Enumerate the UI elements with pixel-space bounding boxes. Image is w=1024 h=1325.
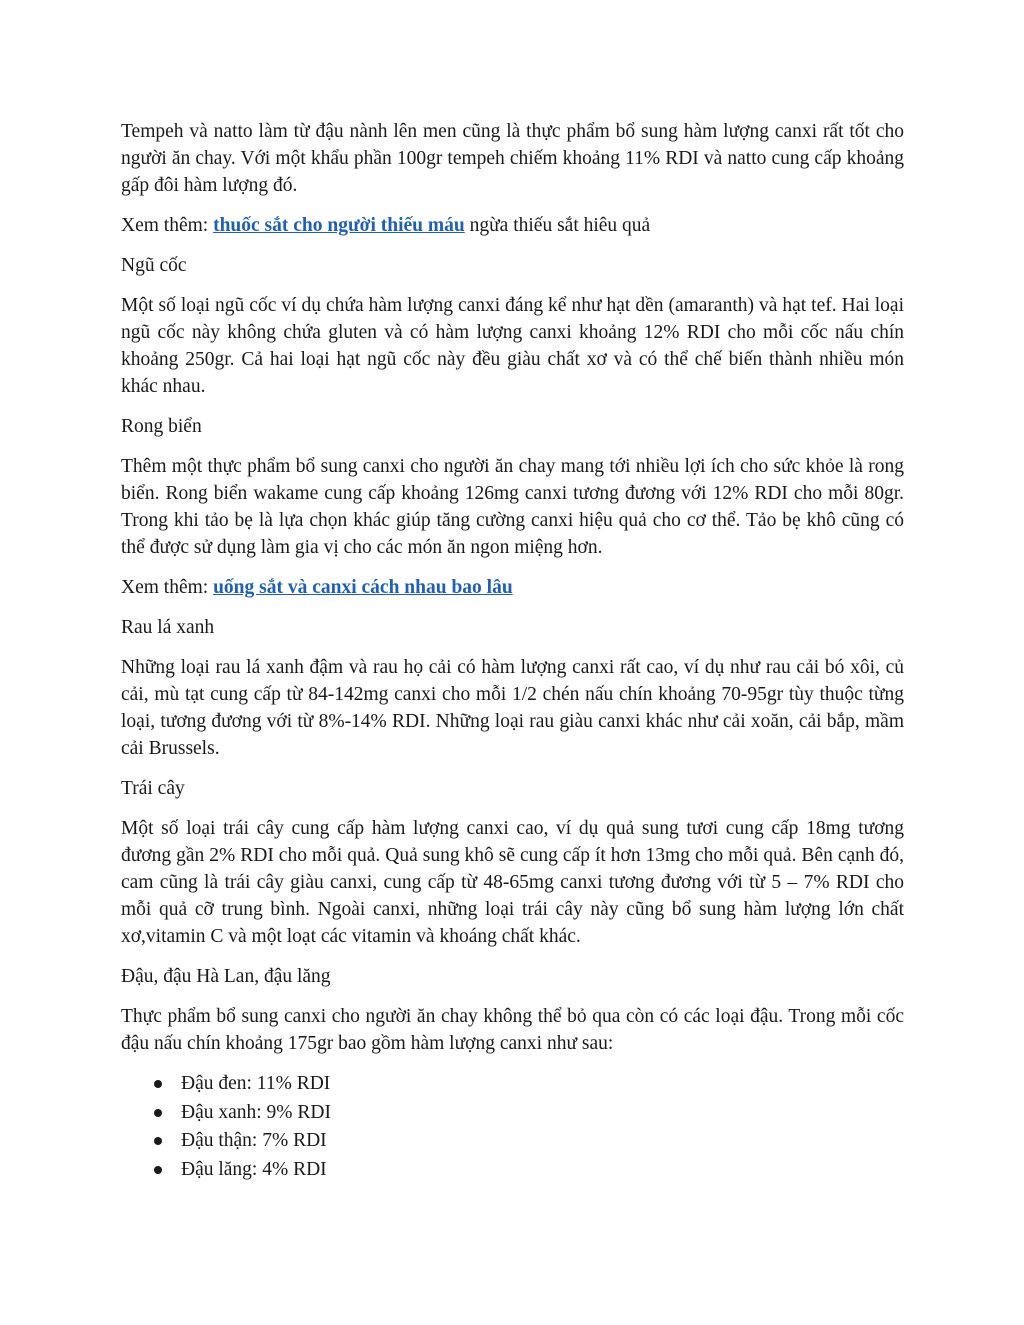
- bullet-icon: [154, 1080, 162, 1088]
- paragraph-seaweed: Thêm một thực phẩm bổ sung canxi cho người ăn chay mang tới nhiều lợi ích cho sức khỏe là rong biển. Rong biển wakame cung cấp khoảng 126mg canxi tương đương với 12% RDI cho mỗi 80gr. Trong khi tảo bẹ là lựa chọn khác giúp tăng cường canxi hiệu quả cho cơ thể. Tảo bẹ khô cũng có thể được sử dụng làm gia vị cho các món ăn ngon miệng hơn.: [121, 456, 904, 558]
- bullet-icon: [154, 1166, 162, 1174]
- bean-calcium-list: [121, 1070, 904, 1184]
- bullet-icon: [154, 1137, 162, 1145]
- see-also-1: [121, 212, 904, 239]
- list-item: [121, 1099, 904, 1128]
- heading-fruit: Trái cây: [121, 778, 185, 799]
- list-item: [121, 1127, 904, 1156]
- heading-beans: Đậu, đậu Hà Lan, đậu lăng: [121, 966, 331, 987]
- heading-seaweed: Rong biển: [121, 416, 202, 437]
- list-item-text: Đậu đen: 11% RDI: [181, 1073, 331, 1094]
- paragraph-greens: Những loại rau lá xanh đậm và rau họ cải có hàm lượng canxi rất cao, ví dụ như rau cải bó xôi, củ cải, mù tạt cung cấp từ 84-142mg canxi cho mỗi 1/2 chén nấu chín khoảng 70-95gr tùy thuộc từng loại, tương đương với từ 8%-14% RDI. Những loại rau giàu canxi khác như cải xoăn, cải bắp, mầm cải Brussels.: [121, 657, 904, 759]
- see-also-2: [121, 574, 904, 601]
- bullet-icon: [154, 1109, 162, 1117]
- paragraph-tempeh: Tempeh và natto làm từ đậu nành lên men cũng là thực phẩm bổ sung hàm lượng canxi rất tốt cho người ăn chay. Với một khẩu phần 100gr tempeh chiếm khoảng 11% RDI và natto cung cấp khoảng gấp đôi hàm lượng đó.: [121, 121, 904, 196]
- see-also-prefix: Xem thêm:: [121, 577, 214, 598]
- paragraph-grains: Một số loại ngũ cốc ví dụ chứa hàm lượng canxi đáng kể như hạt dền (amaranth) và hạt tef. Hai loại ngũ cốc này không chứa gluten và có hàm lượng canxi khoảng 12% RDI cho mỗi cốc nấu chín khoảng 250gr. Cả hai loại hạt ngũ cốc này đều giàu chất xơ và có thể chế biến thành nhiều món khác nhau.: [121, 295, 904, 397]
- article-body: [121, 118, 904, 1184]
- paragraph-beans: Thực phẩm bổ sung canxi cho người ăn chay không thể bỏ qua còn có các loại đậu. Trong mỗi cốc đậu nấu chín khoảng 175gr bao gồm hàm lượng canxi như sau:: [121, 1006, 904, 1054]
- link-iron-for-anemia[interactable]: thuốc sắt cho người thiếu máu: [213, 215, 465, 236]
- list-item: [121, 1070, 904, 1099]
- paragraph-fruit: Một số loại trái cây cung cấp hàm lượng canxi cao, ví dụ quả sung tươi cung cấp 18mg tương đương gần 2% RDI cho mỗi quả. Quả sung khô sẽ cung cấp ít hơn 13mg cho mỗi quả. Bên cạnh đó, cam cũng là trái cây giàu canxi, cung cấp từ 48-65mg canxi tương đương với từ 5 – 7% RDI cho mỗi quả cỡ trung bình. Ngoài canxi, những loại trái cây này cũng bổ sung hàm lượng lớn chất xơ,vitamin C và một loạt các vitamin và khoáng chất khác.: [121, 818, 904, 947]
- link-iron-calcium-interval[interactable]: uống sắt và canxi cách nhau bao lâu: [213, 577, 513, 598]
- list-item-text: Đậu thận: 7% RDI: [181, 1130, 327, 1151]
- heading-grains: Ngũ cốc: [121, 255, 187, 276]
- list-item-text: Đậu xanh: 9% RDI: [181, 1101, 332, 1123]
- see-also-suffix: ngừa thiếu sắt hiêu quả: [464, 215, 651, 236]
- heading-greens: Rau lá xanh: [121, 617, 215, 638]
- see-also-prefix: Xem thêm:: [121, 215, 214, 236]
- list-item-text: Đậu lăng: 4% RDI: [181, 1158, 327, 1180]
- list-item: [121, 1156, 904, 1185]
